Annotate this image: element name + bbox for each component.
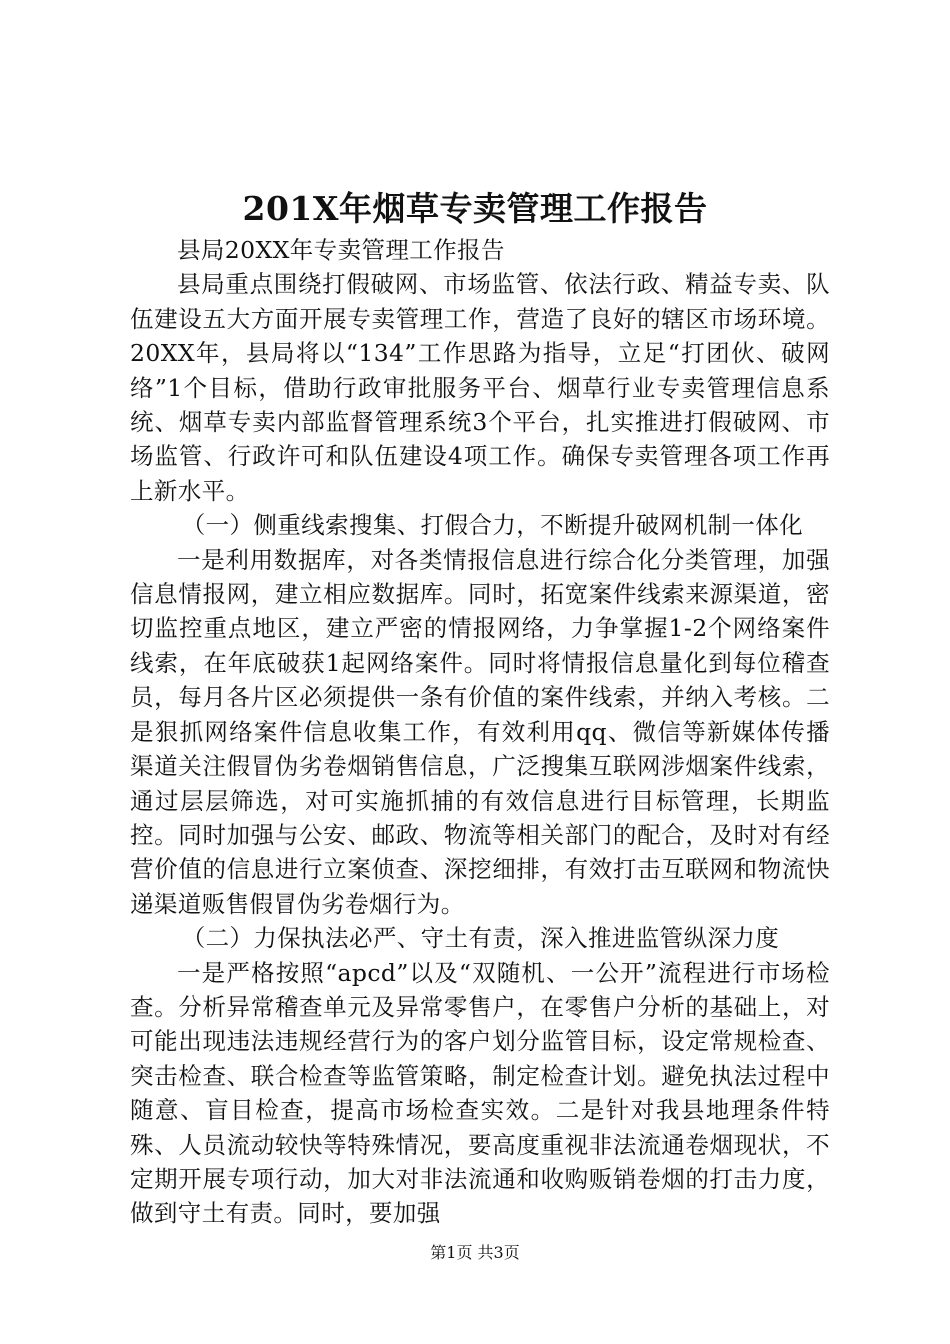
- document-title: 201X年烟草专卖管理工作报告: [242, 189, 708, 228]
- section-1-paragraph: 一是利用数据库，对各类情报信息进行综合化分类管理，加强信息情报网，建立相应数据库。同时，拓宽案件线索来源渠道，密切监控重点地区，建立严密的情报网络，力争掌握1-2个网络案件线索，在年底破获1起网络案件。同时将情报信息量化到每位稽查员，每月各片区必须提供一条有价值的案件线索，并纳入考核。二是狠抓网络案件信息收集工作，有效利用qq、微信等新媒体传播渠道关注假冒伪劣卷烟销售信息，广泛搜集互联网涉烟案件线索，通过层层筛选，对可实施抓捕的有效信息进行目标管理，长期监控。同时加强与公安、邮政、物流等相关部门的配合，及时对有经营价值的信息进行立案侦查、深挖细排，有效打击互联网和物流快递渠道贩售假冒伪劣卷烟行为。: [130, 545, 830, 918]
- report-subtitle: 县局20XX年专卖管理工作报告: [177, 236, 505, 264]
- section-heading-2: （二）力保执法必严、守土有责，深入推进监管纵深力度: [181, 924, 780, 953]
- document-body: [130, 233, 830, 1231]
- section-2-paragraph: 一是严格按照“apcd”以及“双随机、一公开”流程进行市场检查。分析异常稽查单元及异常零售户，在零售户分析的基础上，对可能出现违法违规经营行为的客户划分监管目标，设定常规检查、突击检查、联合检查等监管策略，制定检查计划。避免执法过程中随意、盲目检查，提高市场检查实效。二是针对我县地理条件特殊、人员流动较快等特殊情况，要高度重视非法流通卷烟现状，不定期开展专项行动，加大对非法流通和收购贩销卷烟的打击力度，做到守土有责。同时，要加强: [130, 958, 830, 1228]
- intro-paragraph: 县局重点围绕打假破网、市场监管、依法行政、精益专卖、队伍建设五大方面开展专卖管理工作，营造了良好的辖区市场环境。20XX年，县局将以“134”工作思路为指导，立足“打团伙、破网络”1个目标，借助行政审批服务平台、烟草行业专卖管理信息系统、烟草专卖内部监督管理系统3个平台，扎实推进打假破网、市场监管、行政许可和队伍建设4项工作。确保专卖管理各项工作再上新水平。: [130, 270, 830, 505]
- page-number-footer: 第1页 共3页: [430, 1243, 520, 1262]
- section-heading-1: （一）侧重线索搜集、打假合力，不断提升破网机制一体化: [181, 511, 804, 540]
